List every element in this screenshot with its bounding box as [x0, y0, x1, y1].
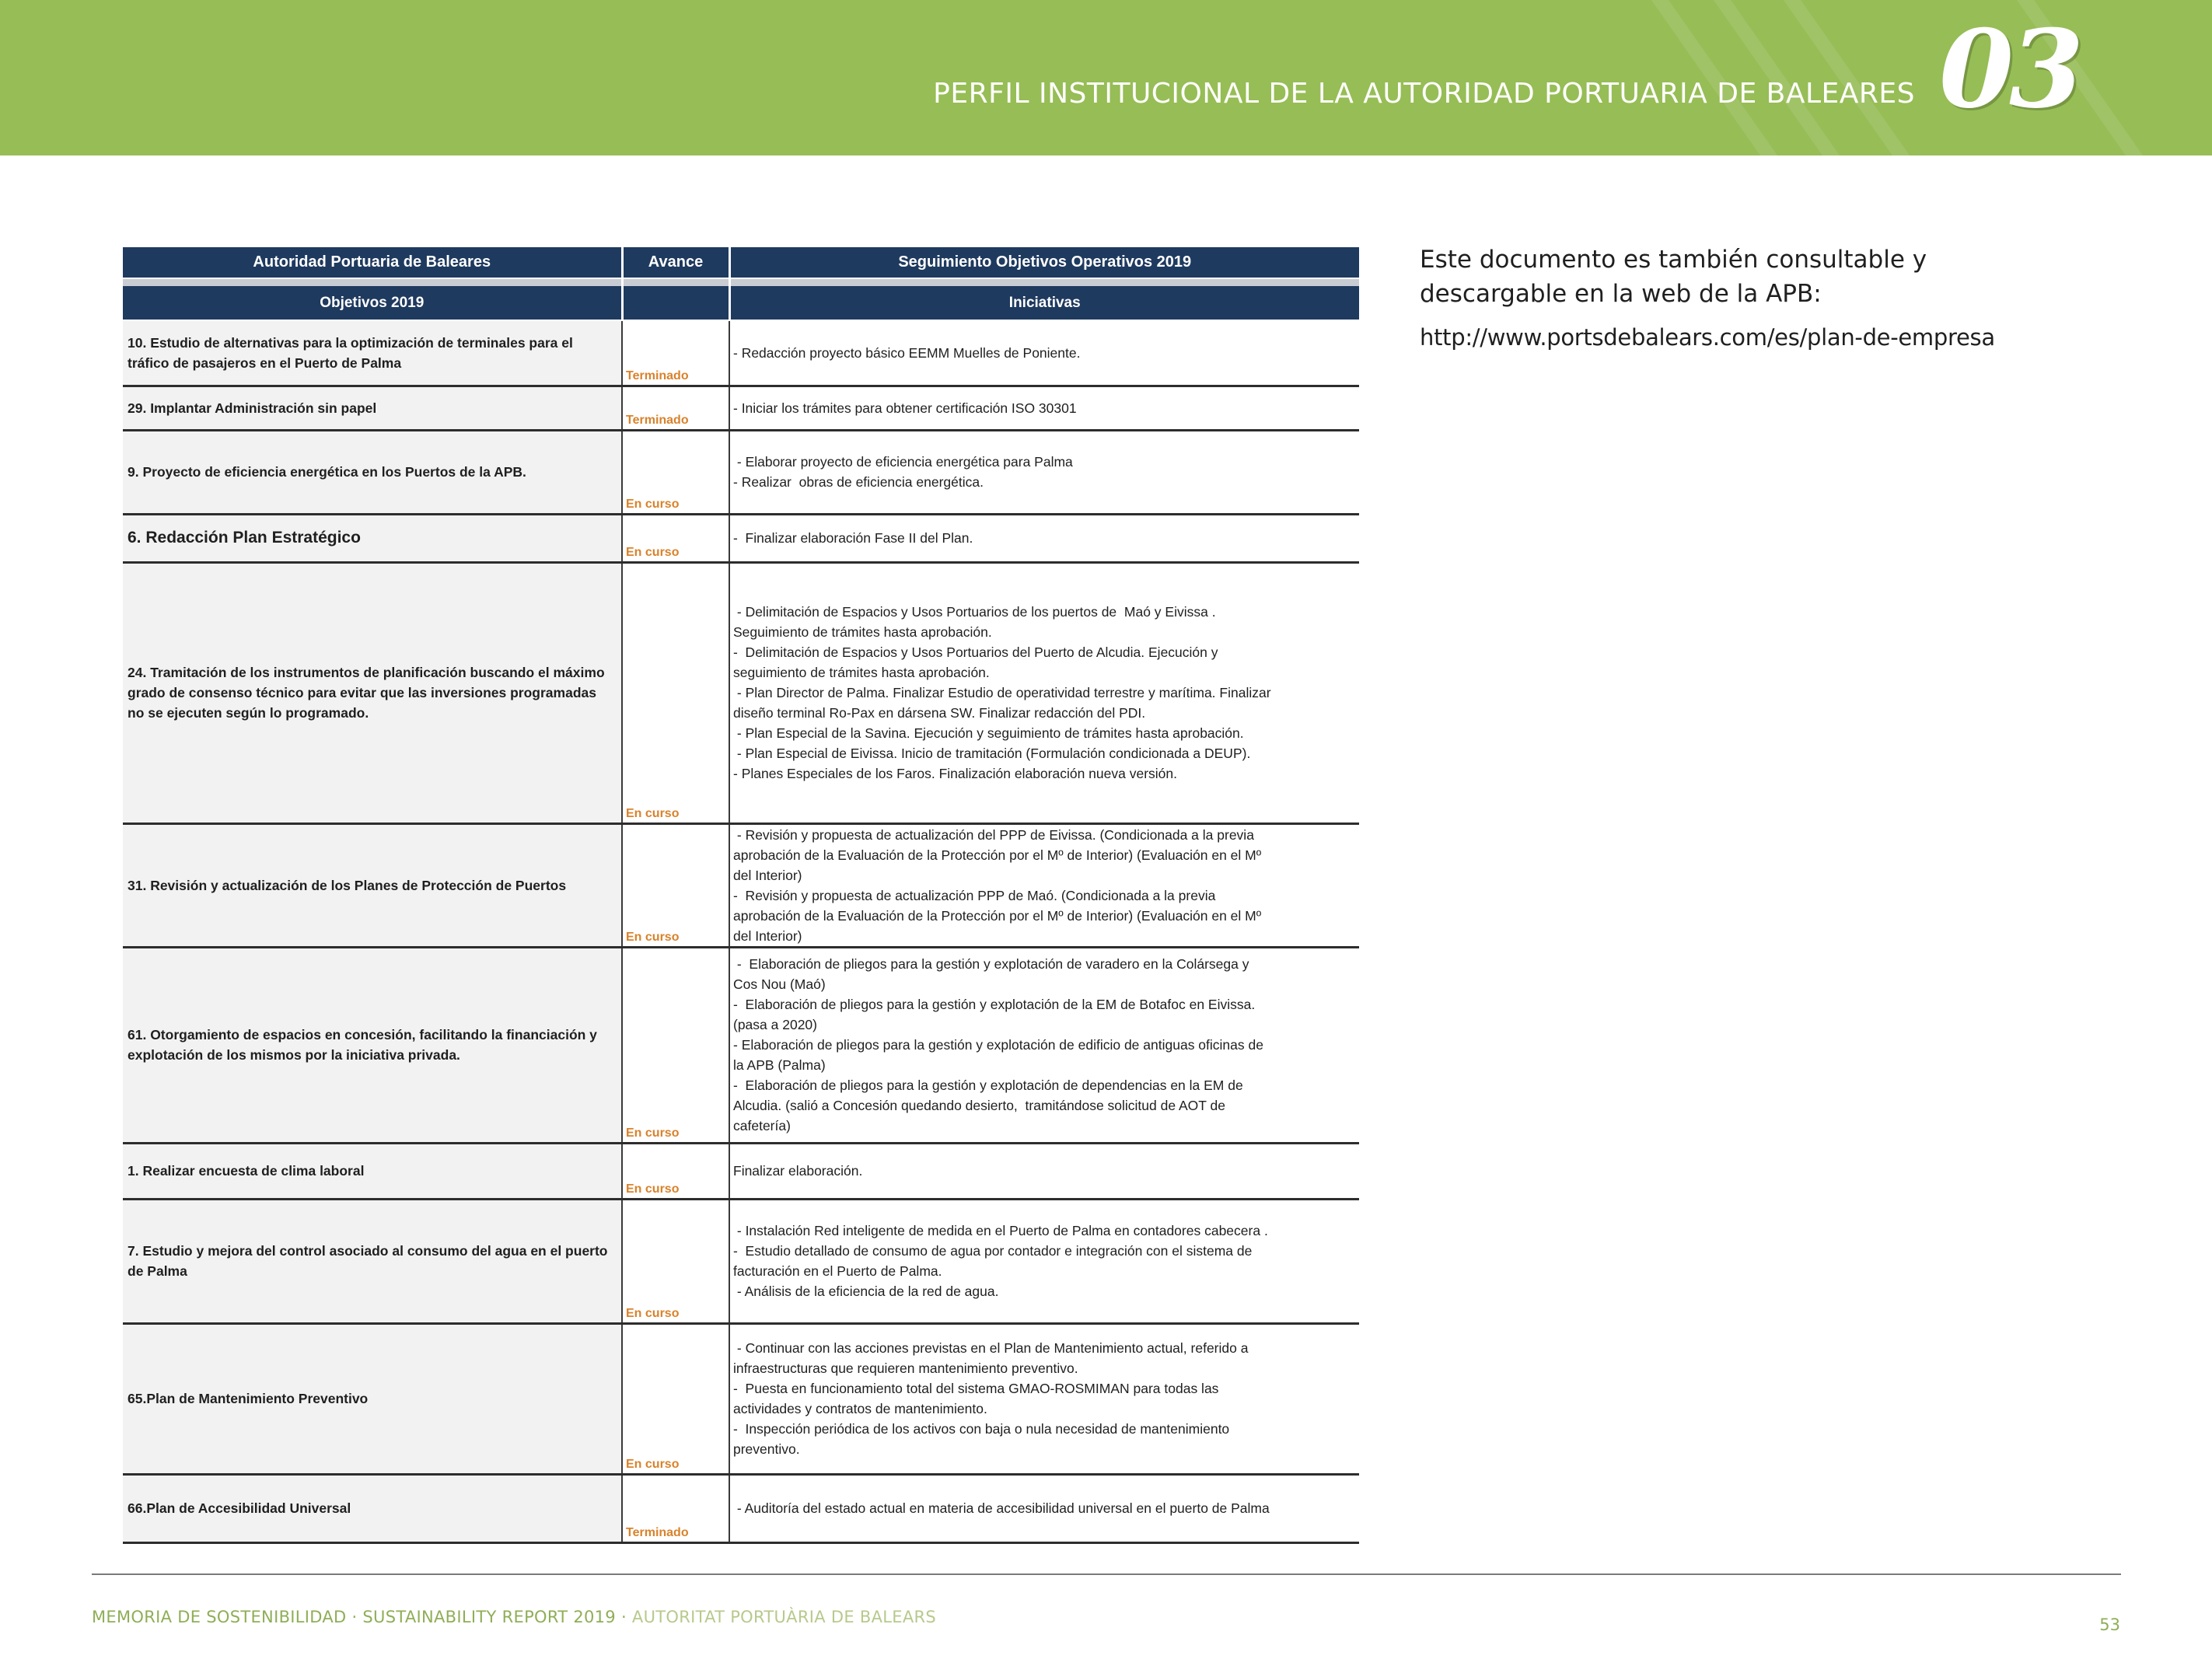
- initiatives-cell: [729, 1474, 1359, 1542]
- table-row: [123, 562, 1359, 823]
- initiative-line: del Interior): [733, 867, 802, 883]
- status-cell: [622, 514, 729, 562]
- initiative-line: cafetería): [733, 1118, 791, 1133]
- header-band: [0, 0, 2212, 155]
- status-cell: [622, 1474, 729, 1542]
- objective-cell: 29. Implantar Administración sin papel: [123, 386, 622, 430]
- status-badge: En curso: [626, 806, 680, 820]
- initiative-line: - Análisis de la eficiencia de la red de agua.: [733, 1284, 999, 1299]
- initiative-line: - Iniciar los trámites para obtener certificación ISO 30301: [733, 400, 1077, 416]
- initiative-line: - Elaboración de pliegos para la gestión y explotación de edificio de antiguas oficinas de: [733, 1037, 1263, 1053]
- table-row: [123, 1474, 1359, 1542]
- status-badge: En curso: [626, 1306, 680, 1320]
- table-row: [123, 1199, 1359, 1323]
- footer-report-title: [92, 1608, 936, 1626]
- initiative-line: - Elaboración de pliegos para la gestión y explotación de varadero en la Colársega y: [733, 956, 1249, 972]
- table-row: [123, 386, 1359, 430]
- status-cell: [622, 947, 729, 1143]
- initiatives-cell: [729, 1143, 1359, 1199]
- status-badge: Terminado: [626, 1525, 689, 1539]
- side-note: [1420, 243, 2042, 353]
- status-cell: [622, 430, 729, 514]
- initiative-line: Cos Nou (Maó): [733, 976, 826, 992]
- chapter-number: 03: [1939, 5, 2080, 132]
- section-title: PERFIL INSTITUCIONAL DE LA AUTORIDAD PORTUARIA DE BALEARES: [933, 78, 1915, 110]
- table-row: [123, 320, 1359, 386]
- objective-cell: 9. Proyecto de eficiencia energética en los Puertos de la APB.: [123, 430, 622, 514]
- status-badge: En curso: [626, 545, 680, 559]
- column-header-tracking: Seguimiento Objetivos Operativos 2019: [729, 247, 1359, 278]
- initiatives-cell: [729, 430, 1359, 514]
- status-cell: [622, 1199, 729, 1323]
- status-badge: Terminado: [626, 368, 689, 382]
- objective-cell: 7. Estudio y mejora del control asociado al consumo del agua en el puerto de Palma: [123, 1199, 622, 1323]
- initiative-line: - Realizar obras de eficiencia energética.: [733, 474, 984, 490]
- initiative-line: - Plan Especial de la Savina. Ejecución y seguimiento de trámites hasta aprobación.: [733, 725, 1244, 741]
- initiative-line: - Delimitación de Espacios y Usos Portuarios de los puertos de Maó y Eivissa .: [733, 604, 1216, 620]
- footer-title-main: MEMORIA DE SOSTENIBILIDAD · SUSTAINABILITY REPORT 2019 ·: [92, 1608, 632, 1626]
- initiative-line: - Plan Director de Palma. Finalizar Estudio de operatividad terrestre y marítima. Finalizar: [733, 685, 1271, 700]
- objective-cell: 65.Plan de Mantenimiento Preventivo: [123, 1323, 622, 1474]
- initiatives-cell: [729, 1199, 1359, 1323]
- status-badge: En curso: [626, 497, 680, 511]
- footer-title-tail: AUTORITAT PORTUÀRIA DE BALEARS: [631, 1608, 937, 1626]
- status-badge: En curso: [626, 1182, 680, 1196]
- column-header-initiatives: Iniciativas: [729, 286, 1359, 320]
- initiative-line: - Revisión y propuesta de actualización PPP de Maó. (Condicionada a la previa: [733, 887, 1216, 903]
- initiative-line: - Revisión y propuesta de actualización del PPP de Eivissa. (Condicionada a la previa: [733, 826, 1254, 843]
- column-header-objectives: Objetivos 2019: [123, 286, 622, 320]
- initiative-line: Alcudia. (salió a Concesión quedando desierto, tramitándose solicitud de AOT de: [733, 1098, 1225, 1113]
- initiative-line: - Elaboración de pliegos para la gestión y explotación de la EM de Botafoc en Eivissa.: [733, 997, 1256, 1012]
- initiative-line: - Inspección periódica de los activos con baja o nula necesidad de mantenimiento: [733, 1421, 1230, 1437]
- table-row: [123, 1143, 1359, 1199]
- table-row: [123, 947, 1359, 1143]
- status-badge: En curso: [626, 1126, 680, 1140]
- column-header-progress: Avance: [622, 247, 729, 278]
- objectives-table-container: [123, 247, 1359, 1544]
- initiatives-cell: [729, 320, 1359, 386]
- status-cell: [622, 320, 729, 386]
- objective-cell: 6. Redacción Plan Estratégico: [123, 514, 622, 562]
- initiatives-cell: [729, 823, 1359, 947]
- initiative-line: - Delimitación de Espacios y Usos Portuarios del Puerto de Alcudia. Ejecución y: [733, 644, 1218, 660]
- initiatives-cell: [729, 947, 1359, 1143]
- status-badge: En curso: [626, 1457, 680, 1471]
- side-note-text: Este documento es también consultable y descargable en la web de la APB:: [1420, 246, 1927, 308]
- initiative-line: aprobación de la Evaluación de la Protección por el Mº de Interior) (Evaluación en el Mº: [733, 907, 1262, 924]
- table-row: [123, 430, 1359, 514]
- initiative-line: - Auditoría del estado actual en materia de accesibilidad universal en el puerto de Palma: [733, 1500, 1270, 1516]
- status-badge: En curso: [626, 930, 680, 944]
- initiative-line: Finalizar elaboración.: [733, 1163, 863, 1179]
- column-header-authority: Autoridad Portuaria de Baleares: [123, 247, 622, 278]
- footer-divider: [92, 1573, 2121, 1575]
- objective-cell: 31. Revisión y actualización de los Planes de Protección de Puertos: [123, 823, 622, 947]
- table-subheader-row: [123, 286, 1359, 320]
- initiative-line: - Instalación Red inteligente de medida en el Puerto de Palma en contadores cabecera .: [733, 1223, 1268, 1238]
- initiative-line: - Puesta en funcionamiento total del sistema GMAO-ROSMIMAN para todas las: [733, 1381, 1219, 1396]
- initiative-line: actividades y contratos de mantenimiento.: [733, 1401, 987, 1416]
- initiative-line: (pasa a 2020): [733, 1017, 817, 1032]
- initiative-line: del Interior): [733, 927, 802, 944]
- objectives-table: [123, 247, 1359, 1544]
- table-header-row: [123, 247, 1359, 278]
- status-cell: [622, 1143, 729, 1199]
- initiative-line: - Elaboración de pliegos para la gestión y explotación de dependencias en la EM de: [733, 1077, 1243, 1093]
- initiative-line: - Redacción proyecto básico EEMM Muelles de Poniente.: [733, 344, 1081, 361]
- table-row: [123, 823, 1359, 947]
- initiative-line: - Finalizar elaboración Fase II del Plan.: [733, 530, 973, 546]
- initiatives-cell: [729, 386, 1359, 430]
- status-cell: [622, 823, 729, 947]
- table-header-separator: [123, 278, 1359, 286]
- status-cell: [622, 1323, 729, 1474]
- plan-link[interactable]: http://www.portsdebalears.com/es/plan-de-empresa: [1420, 324, 1995, 351]
- initiatives-cell: [729, 562, 1359, 823]
- objective-cell: 61. Otorgamiento de espacios en concesión, facilitando la financiación y explotación de los mismos por la iniciativa privada.: [123, 947, 622, 1143]
- initiative-line: la APB (Palma): [733, 1057, 826, 1073]
- initiative-line: - Plan Especial de Eivissa. Inicio de tramitación (Formulación condicionada a DEUP).: [733, 746, 1251, 761]
- status-cell: [622, 562, 729, 823]
- status-cell: [622, 386, 729, 430]
- initiative-line: infraestructuras que requieren mantenimiento preventivo.: [733, 1360, 1078, 1376]
- initiative-line: facturación en el Puerto de Palma.: [733, 1263, 942, 1279]
- table-row: [123, 514, 1359, 562]
- initiative-line: aprobación de la Evaluación de la Protección por el Mº de Interior) (Evaluación en el Mº: [733, 847, 1262, 863]
- column-header-blank: [622, 286, 729, 320]
- table-body: [123, 320, 1359, 1542]
- initiative-line: Seguimiento de trámites hasta aprobación.: [733, 624, 992, 640]
- initiatives-cell: [729, 514, 1359, 562]
- initiative-line: - Continuar con las acciones previstas en el Plan de Mantenimiento actual, referido a: [733, 1340, 1249, 1356]
- table-row: [123, 1323, 1359, 1474]
- initiative-line: - Estudio detallado de consumo de agua por contador e integración con el sistema de: [733, 1243, 1253, 1259]
- objective-cell: 1. Realizar encuesta de clima laboral: [123, 1143, 622, 1199]
- objective-cell: 24. Tramitación de los instrumentos de planificación buscando el máximo grado de consenso técnico para evitar que las inversiones programadas no se ejecuten según lo programado.: [123, 562, 622, 823]
- objective-cell: 10. Estudio de alternativas para la optimización de terminales para el tráfico de pasajeros en el Puerto de Palma: [123, 320, 622, 386]
- initiative-line: seguimiento de trámites hasta aprobación.: [733, 665, 990, 680]
- initiative-line: preventivo.: [733, 1441, 800, 1457]
- initiative-line: diseño terminal Ro-Pax en dársena SW. Finalizar redacción del PDI.: [733, 705, 1146, 721]
- objective-cell: 66.Plan de Accesibilidad Universal: [123, 1474, 622, 1542]
- initiative-line: - Elaborar proyecto de eficiencia energética para Palma: [733, 454, 1073, 470]
- page-number: 53: [2099, 1615, 2120, 1634]
- initiatives-cell: [729, 1323, 1359, 1474]
- status-badge: Terminado: [626, 413, 689, 427]
- initiative-line: - Planes Especiales de los Faros. Finalización elaboración nueva versión.: [733, 766, 1177, 781]
